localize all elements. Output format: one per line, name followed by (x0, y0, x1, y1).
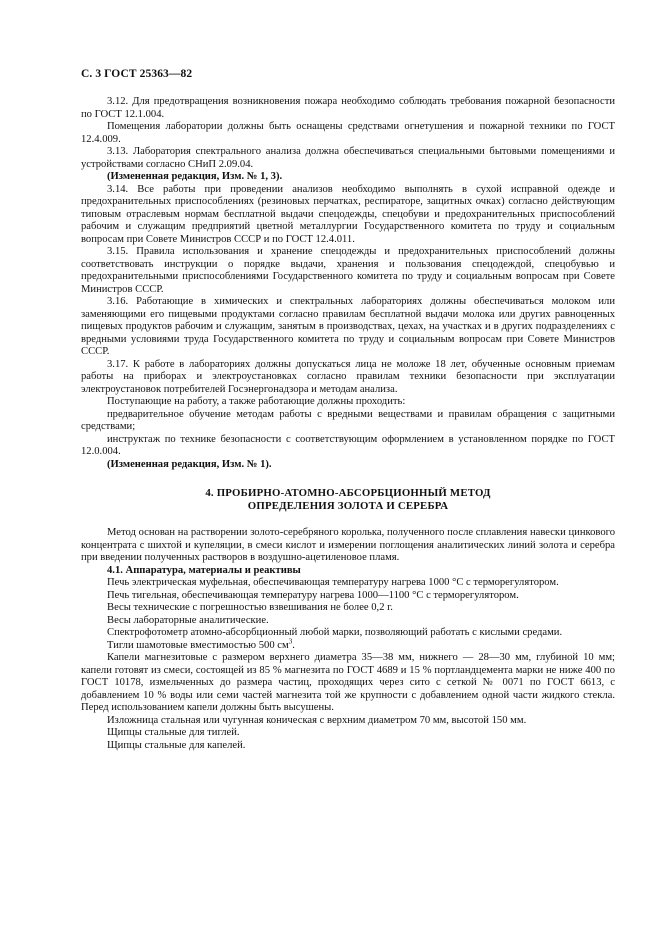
paragraph-3-15: 3.15. Правила использования и хранение спецодежды и предохранительных приспособлений должны соответствовать инструкции о порядке выдачи, хранения и пользования спецодеждой, спецобувью и предохранительными приспособлениями Государственного комитета по труду и социальным вопросам при Совете Министров СССР. (81, 246, 615, 295)
section-title (81, 487, 615, 513)
document-body (81, 96, 615, 752)
paragraph-3-13: 3.13. Лаборатория спектрального анализа должна обеспечиваться специальными бытовыми помещениями и устройствами согласно СНиП 2.09.04. (81, 146, 615, 170)
crucibles-end: . (292, 639, 295, 651)
equipment-item-crucibles (81, 636, 615, 653)
paragraph-safety-briefing: инструктаж по технике безопасности с соответствующим оформлением в установленном порядке по ГОСТ 12.0.004. (81, 433, 615, 457)
page-header: С. 3 ГОСТ 25363—82 (81, 68, 193, 80)
amendment-note: (Измененная редакция, Изм. № 1). (107, 458, 272, 470)
paragraph-fire-equipment: Помещения лаборатории должны быть оснащены средствами огнетушения и пожарной техники по ГОСТ 12.4.009. (81, 121, 615, 145)
method-intro: Метод основан на растворении золото-серебряного королька, полученного после сплавления навески цинкового концентрата с шихтой и купеляции, в смеси кислот и измерении поглощения аналитических линий золота и серебра при введении полученных растворов в воздушно-ацетиленовое пламя. (81, 527, 615, 563)
equipment-item: Капели магнезитовые с размером верхнего диаметра 35—38 мм, нижнего — 28—30 мм, глубиной 10 мм; капели готовят из смеси, состоящей из 85 % магнезита по ГОСТ 4689 и 15 % портландцемента марки не ниже 400 по ГОСТ 10178, измельченных до размера частиц, проходящих через сито с сеткой № 0071 по ГОСТ 6613, с добавлением 10 % воды или семи частей магнезита той же крупности с добавлением одной части жидкого стекла. Перед использованием капели должны быть высушены. (81, 652, 615, 713)
equipment-item: Весы технические с погрешностью взвешивания не более 0,2 г. (107, 602, 393, 613)
crucibles-superscript: 3 (288, 636, 293, 645)
paragraph-preliminary-training: предварительное обучение методам работы с вредными веществами и правилам обращения с защитными средствами; (81, 408, 615, 432)
section-title-line: 4. ПРОБИРНО-АТОМНО-АБСОРБЦИОННЫЙ МЕТОД (205, 487, 491, 499)
crucibles-text: Тигли шамотовые вместимостью 500 см (107, 639, 289, 651)
equipment-item: Печь тигельная, обеспечивающая температуру нагрева 1000—1100 °С с терморегулятором. (107, 589, 519, 601)
paragraph-3-12: 3.12. Для предотвращения возникновения пожара необходимо соблюдать требования пожарной безопасности по ГОСТ 12.1.004. (81, 96, 615, 120)
equipment-item: Щипцы стальные для капелей. (107, 739, 246, 751)
subsection-heading: 4.1. Аппаратура, материалы и реактивы (107, 564, 301, 576)
equipment-item: Изложница стальная или чугунная коническая с верхним диаметром 70 мм, высотой 150 мм. (107, 714, 527, 726)
paragraph-training-intro: Поступающие на работу, а также работающие должны проходить: (107, 396, 406, 407)
paragraph-3-17: 3.17. К работе в лабораториях должны допускаться лица не моложе 18 лет, обученные основным приемам работы на приборах и электроустановках согласно правилам техники безопасности при эксплуатации электроустановок потребителей Госэнергонадзора и методам анализа. (81, 358, 615, 395)
equipment-item: Печь электрическая муфельная, обеспечивающая температуру нагрева 1000 °С с терморегулятором. (107, 577, 559, 588)
paragraph-3-16: 3.16. Работающие в химических и спектральных лабораториях должны обеспечиваться молоком или заменяющими его пищевыми продуктами согласно правилам бесплатной выдачи молока или других равноценных пищевых продуктов рабочим и служащим, занятым в производствах, цехах, на участках и в других подразделениях с вредными условиями труда Государственного комитета по труду и социальным вопросам при Совете Министров СССР. (81, 296, 615, 357)
equipment-item: Щипцы стальные для тиглей. (107, 727, 240, 738)
equipment-item: Весы лабораторные аналитические. (107, 614, 269, 626)
amendment-note: (Измененная редакция, Изм. № 1, 3). (107, 171, 283, 182)
paragraph-3-14: 3.14. Все работы при проведении анализов необходимо выполнять в сухой исправной одежде и предохранительных приспособлениях (резиновых перчатках, респираторе, защитных очках) согласно действующим типовым отраслевым нормам бесплатной выдачи спецодежды, спецобуви и предохранительных приспособлений рабочим и служащим предприятий цветной металлургии Государственного комитета по труду и социальным вопросам при Совете Министров СССР и по ГОСТ 12.4.011. (81, 183, 615, 245)
section-title-line: ОПРЕДЕЛЕНИЯ ЗОЛОТА И СЕРЕБРА (247, 500, 449, 512)
equipment-item: Спектрофотометр атомно-абсорбционный любой марки, позволяющий работать с кислыми средами. (107, 627, 563, 638)
